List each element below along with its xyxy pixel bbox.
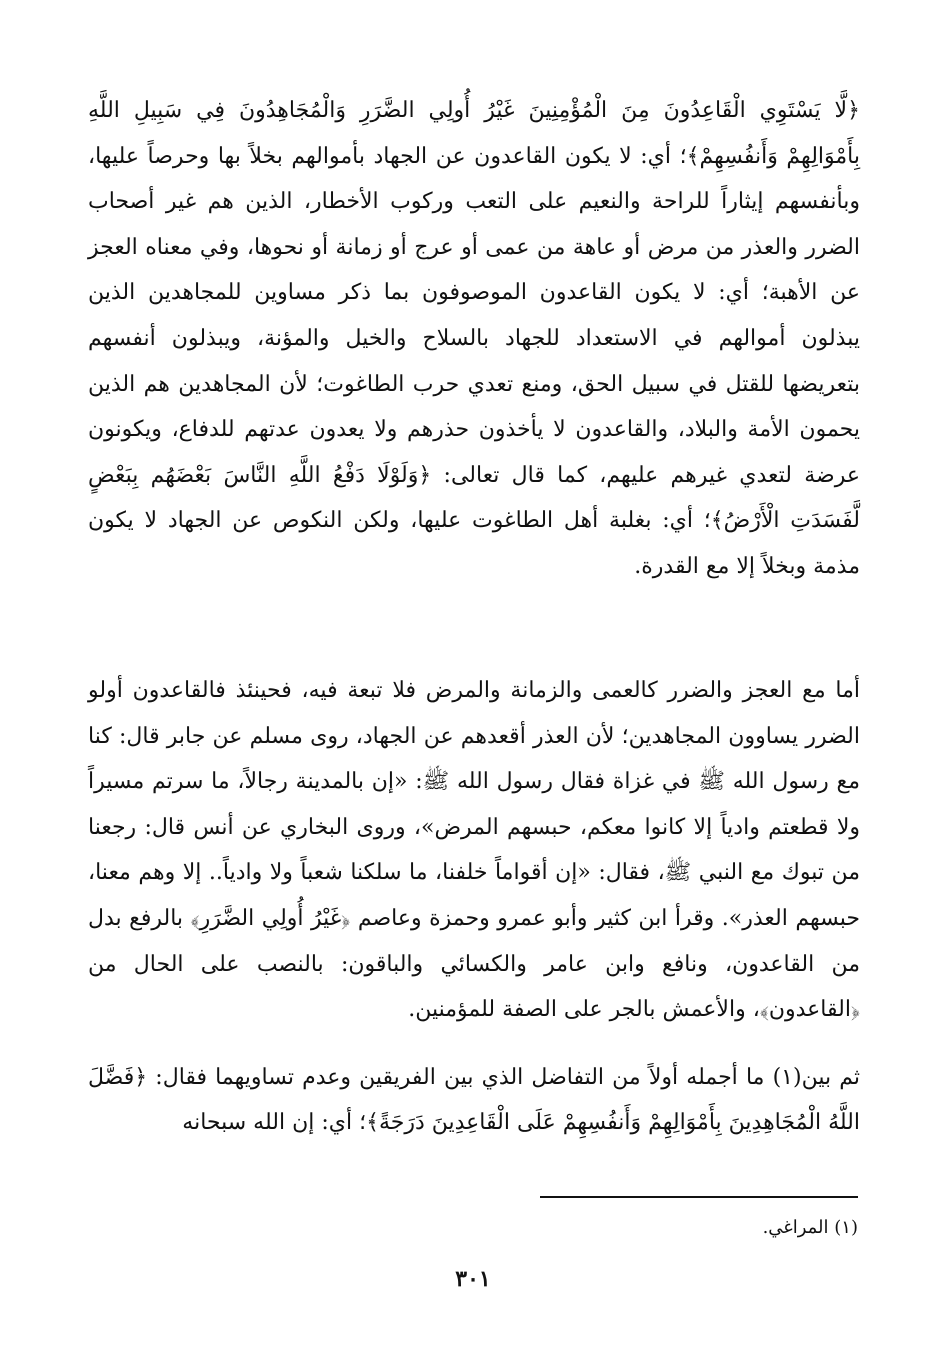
footnote-separator: [540, 1196, 858, 1198]
footnote: (١) المراغي.: [762, 1217, 858, 1238]
page-number: ٣٠١: [455, 1266, 491, 1292]
paragraph-1: ﴿لَّا يَسْتَوِي الْقَاعِدُونَ مِنَ الْمُؤْمِنِينَ غَيْرُ أُولِي الضَّرَرِ وَالْمُجَاهِدُونَ فِي سَبِيلِ اللَّهِ بِأَمْوَالِهِمْ وَأَنفُسِهِمْ﴾؛ أي: لا يكون القاعدون عن الجهاد بأموالهم بخلاً بها وحرصاً عليها، وبأنفسهم إيثاراً للراحة والنعيم على التعب وركوب الأخطار، الذين هم غير أصحاب الضرر والعذر من مرض أو عاهة من عمى أو عرج أو زمانة أو نحوها، وفي معناه العجز عن الأهبة؛ أي: لا يكون القاعدون الموصوفون بما ذكر مساوين للمجاهدين الذين يبذلون أموالهم في الاستعداد للجهاد بالسلاح والخيل والمؤنة، ويبذلون أنفسهم بتعريضها للقتل في سبيل الحق، ومنع تعدي حرب الطاغوت؛ لأن المجاهدين هم الذين يحمون الأمة والبلاد، والقاعدون لا يأخذون حذرهم ولا يعدون عدتهم للدفاع، ويكونون عرضة لتعدي غيرهم عليهم، كما قال تعالى: ﴿وَلَوْلَا دَفْعُ اللَّهِ النَّاسَ بَعْضَهُم بِبَعْضٍ لَّفَسَدَتِ الْأَرْضُ﴾؛ أي: بغلبة أهل الطاغوت عليها، ولكن النكوص عن الجهاد لا يكون مذمة وبخلاً إلا مع القدرة.: [88, 98, 860, 579]
page-body: [88, 88, 860, 1146]
paragraph-3: ثم بين(١) ما أجمله أولاً من التفاضل الذي بين الفريقين وعدم تساويهما فقال: ﴿فَضَّلَ اللَّهُ الْمُجَاهِدِينَ بِأَمْوَالِهِمْ وَأَنفُسِهِمْ عَلَى الْقَاعِدِينَ دَرَجَةً﴾؛ أي: إن الله سبحانه: [88, 1064, 861, 1136]
paragraph-2: أما مع العجز والضرر كالعمى والزمانة والمرض فلا تبعة فيه، فحينئذ فالقاعدون أولو الضرر يساوون المجاهدين؛ لأن العذر أقعدهم عن الجهاد، روى مسلم عن جابر قال: كنا مع رسول الله ﷺ في غزاة فقال رسول الله ﷺ: «إن بالمدينة رجالاً، ما سرتم مسيراً ولا قطعتم وادياً إلا كانوا معكم، حبسهم المرض»، وروى البخاري عن أنس قال: رجعنا من تبوك مع النبي ﷺ، فقال: «إن أقواماً خلفنا، ما سلكنا شعباً ولا وادياً.. إلا وهم معنا، حبسهم العذر». وقرأ ابن كثير وأبو عمرو وحمزة وعاصم ﴿غَيْرُ أُولِي الضَّرَرِ﴾ بالرفع بدل من القاعدون، ونافع وابن عامر والكسائي والباقون: بالنصب على الحال من ﴿القاعدون﴾، والأعمش بالجر على الصفة للمؤمنين.: [88, 678, 860, 1023]
